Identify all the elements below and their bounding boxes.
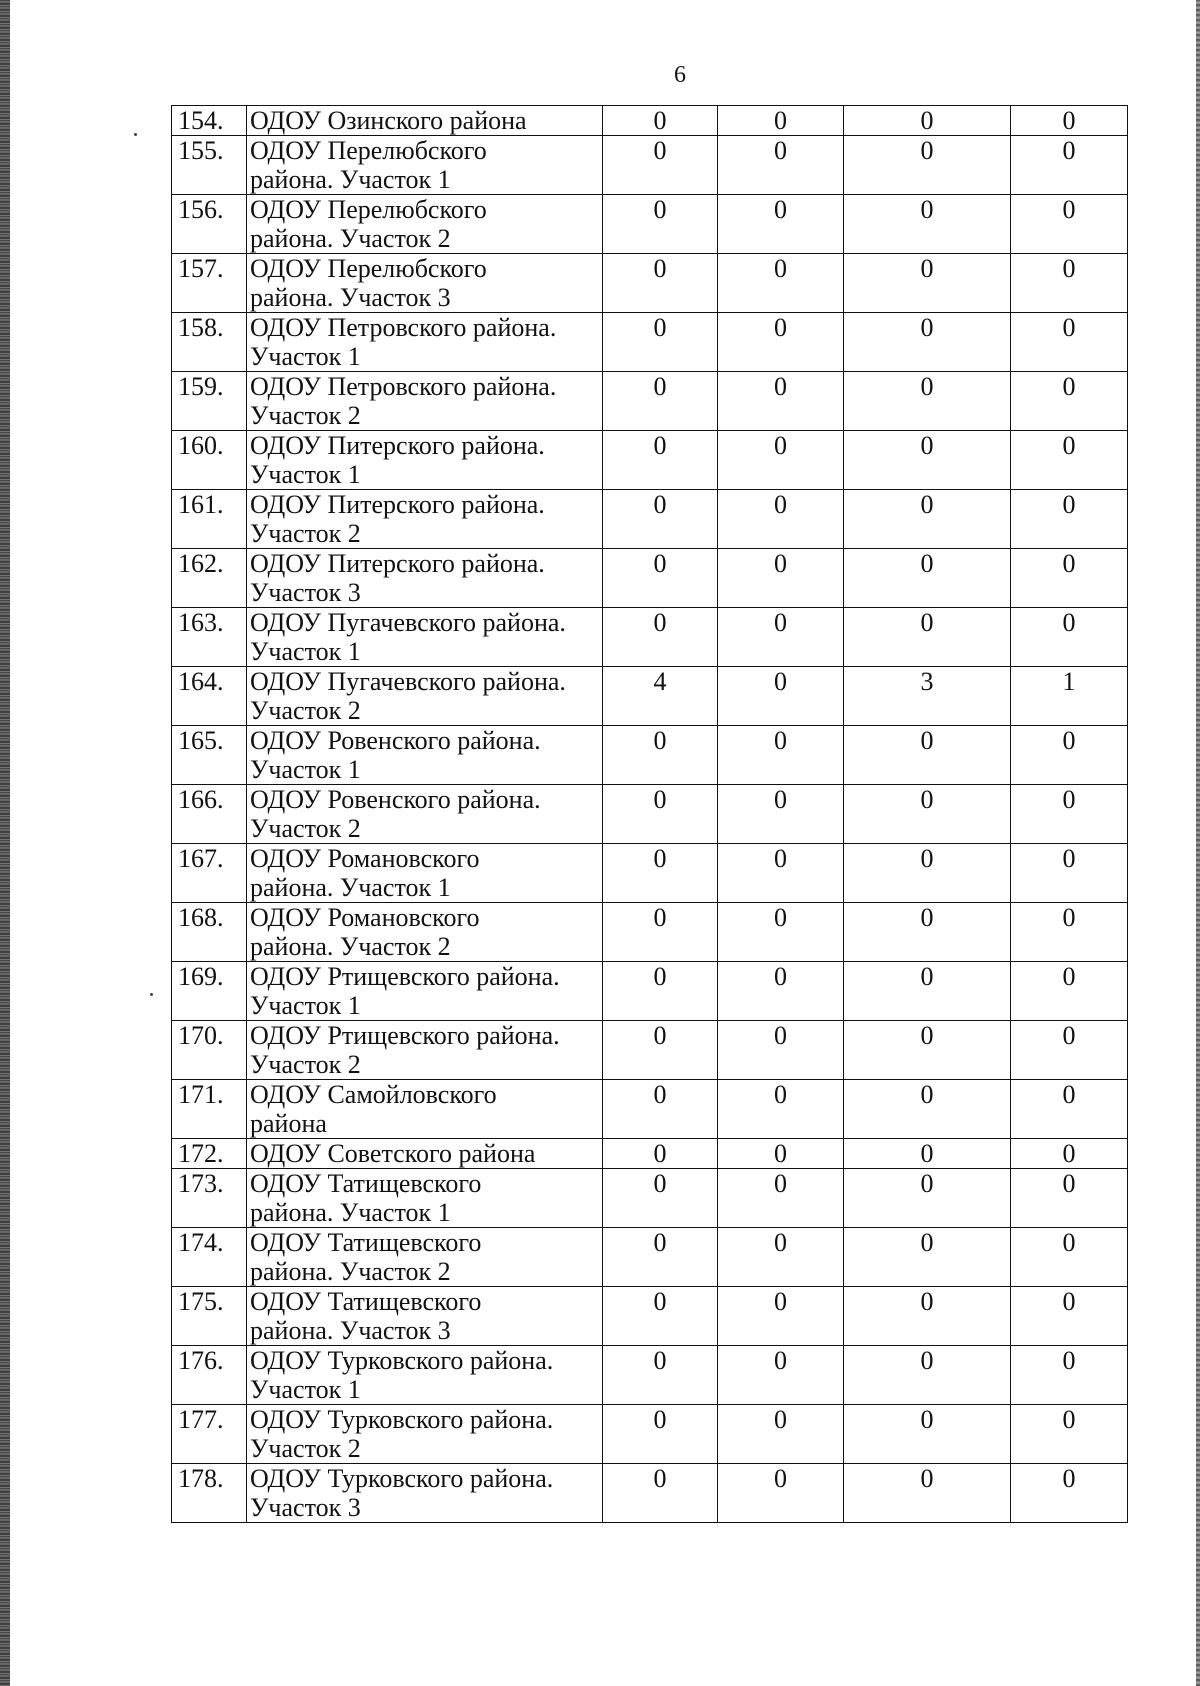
table-row [172, 1228, 1128, 1287]
table-body [172, 106, 1128, 1523]
row-number: 169. [172, 962, 247, 1021]
row-name-line: Участок 1 [250, 1375, 361, 1404]
row-name-line: ОДОУ Татищевского [250, 1228, 482, 1257]
value-cell-4: 0 [1011, 1228, 1128, 1287]
value-cell-4: 0 [1011, 1021, 1128, 1080]
value-cell-3: 0 [844, 726, 1011, 785]
value-cell-1: 0 [603, 431, 718, 490]
value-cell-4: 0 [1011, 372, 1128, 431]
scan-speck [134, 133, 137, 136]
value-cell-4: 0 [1011, 1139, 1128, 1169]
row-number: 158. [172, 313, 247, 372]
value-cell-1: 0 [603, 726, 718, 785]
row-name-line: ОДОУ Турковского района. [250, 1464, 554, 1493]
row-number: 156. [172, 195, 247, 254]
value-cell-1: 0 [603, 1464, 718, 1523]
row-name [247, 1464, 603, 1523]
row-name [247, 431, 603, 490]
table-row [172, 1080, 1128, 1139]
row-number: 178. [172, 1464, 247, 1523]
value-cell-1: 0 [603, 1228, 718, 1287]
value-cell-3: 0 [844, 1169, 1011, 1228]
value-cell-4: 0 [1011, 1080, 1128, 1139]
value-cell-2: 0 [718, 254, 844, 313]
table-row [172, 1169, 1128, 1228]
row-name [247, 1228, 603, 1287]
row-name [247, 1169, 603, 1228]
value-cell-4: 0 [1011, 844, 1128, 903]
table-row [172, 313, 1128, 372]
row-number: 154. [172, 106, 247, 136]
value-cell-2: 0 [718, 962, 844, 1021]
value-cell-1: 0 [603, 1139, 718, 1169]
value-cell-2: 0 [718, 106, 844, 136]
value-cell-3: 0 [844, 490, 1011, 549]
scan-speck [150, 993, 153, 996]
value-cell-4: 0 [1011, 313, 1128, 372]
row-name-line: ОДОУ Пугачевского района. [250, 667, 566, 696]
value-cell-2: 0 [718, 490, 844, 549]
value-cell-4: 0 [1011, 195, 1128, 254]
row-number: 155. [172, 136, 247, 195]
value-cell-3: 0 [844, 1287, 1011, 1346]
row-name-line: Участок 1 [250, 342, 361, 371]
row-number: 163. [172, 608, 247, 667]
value-cell-4: 0 [1011, 1346, 1128, 1405]
row-name [247, 195, 603, 254]
value-cell-3: 0 [844, 254, 1011, 313]
value-cell-1: 0 [603, 195, 718, 254]
row-name-line: ОДОУ Озинского района [250, 106, 527, 135]
row-name [247, 106, 603, 136]
value-cell-2: 0 [718, 667, 844, 726]
value-cell-4: 0 [1011, 608, 1128, 667]
value-cell-2: 0 [718, 195, 844, 254]
row-name-line: Участок 1 [250, 637, 361, 666]
row-name-line: района. Участок 3 [250, 1316, 451, 1345]
row-name-line: Участок 2 [250, 1050, 361, 1079]
row-name-line: ОДОУ Ровенского района. [250, 785, 541, 814]
row-name-line: Участок 1 [250, 460, 361, 489]
row-name-line: ОДОУ Питерского района. [250, 549, 545, 578]
value-cell-1: 0 [603, 549, 718, 608]
value-cell-1: 0 [603, 1080, 718, 1139]
table-row [172, 490, 1128, 549]
table-row [172, 962, 1128, 1021]
row-name-line: района. Участок 2 [250, 932, 451, 961]
value-cell-2: 0 [718, 549, 844, 608]
row-name [247, 1080, 603, 1139]
value-cell-1: 0 [603, 1021, 718, 1080]
row-number: 161. [172, 490, 247, 549]
value-cell-2: 0 [718, 313, 844, 372]
row-number: 164. [172, 667, 247, 726]
value-cell-3: 0 [844, 431, 1011, 490]
value-cell-1: 0 [603, 844, 718, 903]
row-name-line: ОДОУ Питерского района. [250, 431, 545, 460]
row-name [247, 785, 603, 844]
row-number: 176. [172, 1346, 247, 1405]
value-cell-1: 0 [603, 962, 718, 1021]
row-name-line: ОДОУ Татищевского [250, 1169, 482, 1198]
row-name-line: ОДОУ Пугачевского района. [250, 608, 566, 637]
row-number: 174. [172, 1228, 247, 1287]
row-name-line: района [250, 1109, 327, 1138]
row-name [247, 1405, 603, 1464]
value-cell-3: 0 [844, 785, 1011, 844]
row-name-line: района. Участок 2 [250, 1257, 451, 1286]
value-cell-1: 0 [603, 106, 718, 136]
row-name [247, 1139, 603, 1169]
value-cell-3: 0 [844, 1080, 1011, 1139]
value-cell-2: 0 [718, 1139, 844, 1169]
row-name-line: Участок 2 [250, 519, 361, 548]
table-row [172, 1346, 1128, 1405]
row-name-line: ОДОУ Турковского района. [250, 1405, 554, 1434]
table-row [172, 372, 1128, 431]
value-cell-1: 0 [603, 1405, 718, 1464]
row-name [247, 667, 603, 726]
value-cell-1: 0 [603, 372, 718, 431]
value-cell-4: 0 [1011, 431, 1128, 490]
row-name-line: ОДОУ Ртищевского района. [250, 1021, 560, 1050]
row-name-line: района. Участок 3 [250, 283, 451, 312]
value-cell-2: 0 [718, 372, 844, 431]
row-name-line: ОДОУ Перелюбского [250, 195, 487, 224]
row-name [247, 136, 603, 195]
value-cell-4: 1 [1011, 667, 1128, 726]
value-cell-3: 0 [844, 1228, 1011, 1287]
row-name [247, 372, 603, 431]
value-cell-2: 0 [718, 844, 844, 903]
row-number: 160. [172, 431, 247, 490]
row-name [247, 254, 603, 313]
row-name-line: района. Участок 1 [250, 1198, 451, 1227]
value-cell-1: 0 [603, 1169, 718, 1228]
value-cell-2: 0 [718, 1228, 844, 1287]
value-cell-2: 0 [718, 608, 844, 667]
row-name [247, 490, 603, 549]
value-cell-1: 0 [603, 785, 718, 844]
row-number: 168. [172, 903, 247, 962]
value-cell-4: 0 [1011, 1405, 1128, 1464]
row-number: 175. [172, 1287, 247, 1346]
row-number: 173. [172, 1169, 247, 1228]
value-cell-2: 0 [718, 431, 844, 490]
value-cell-4: 0 [1011, 962, 1128, 1021]
row-name-line: ОДОУ Самойловского [250, 1080, 497, 1109]
value-cell-2: 0 [718, 1346, 844, 1405]
row-name [247, 313, 603, 372]
value-cell-3: 0 [844, 106, 1011, 136]
value-cell-2: 0 [718, 1405, 844, 1464]
row-name [247, 903, 603, 962]
value-cell-4: 0 [1011, 785, 1128, 844]
value-cell-4: 0 [1011, 136, 1128, 195]
value-cell-3: 0 [844, 372, 1011, 431]
row-name [247, 962, 603, 1021]
value-cell-3: 0 [844, 1139, 1011, 1169]
row-number: 157. [172, 254, 247, 313]
row-number: 166. [172, 785, 247, 844]
row-name-line: Участок 3 [250, 1493, 361, 1522]
value-cell-4: 0 [1011, 106, 1128, 136]
row-number: 170. [172, 1021, 247, 1080]
row-name-line: Участок 2 [250, 814, 361, 843]
row-name-line: ОДОУ Петровского района. [250, 372, 557, 401]
value-cell-3: 0 [844, 903, 1011, 962]
table-row [172, 608, 1128, 667]
row-number: 159. [172, 372, 247, 431]
value-cell-1: 0 [603, 313, 718, 372]
value-cell-3: 0 [844, 313, 1011, 372]
value-cell-4: 0 [1011, 1464, 1128, 1523]
value-cell-1: 0 [603, 1346, 718, 1405]
row-name [247, 1287, 603, 1346]
row-number: 162. [172, 549, 247, 608]
value-cell-1: 0 [603, 1287, 718, 1346]
value-cell-2: 0 [718, 726, 844, 785]
value-cell-3: 0 [844, 195, 1011, 254]
value-cell-2: 0 [718, 1169, 844, 1228]
value-cell-2: 0 [718, 903, 844, 962]
value-cell-1: 0 [603, 903, 718, 962]
value-cell-4: 0 [1011, 254, 1128, 313]
row-name-line: ОДОУ Советского района [250, 1139, 536, 1168]
value-cell-2: 0 [718, 785, 844, 844]
row-number: 177. [172, 1405, 247, 1464]
value-cell-1: 0 [603, 136, 718, 195]
row-name-line: ОДОУ Ртищевского района. [250, 962, 560, 991]
table-row [172, 844, 1128, 903]
row-name [247, 1021, 603, 1080]
row-name-line: ОДОУ Перелюбского [250, 254, 487, 283]
value-cell-1: 4 [603, 667, 718, 726]
row-name-line: ОДОУ Романовского [250, 844, 480, 873]
row-name-line: района. Участок 2 [250, 224, 451, 253]
value-cell-3: 0 [844, 1346, 1011, 1405]
row-number: 165. [172, 726, 247, 785]
value-cell-4: 0 [1011, 726, 1128, 785]
row-name-line: Участок 3 [250, 578, 361, 607]
value-cell-2: 0 [718, 1464, 844, 1523]
row-name-line: Участок 2 [250, 696, 361, 725]
row-name-line: Участок 2 [250, 1434, 361, 1463]
row-number: 167. [172, 844, 247, 903]
table-row [172, 785, 1128, 844]
value-cell-3: 0 [844, 844, 1011, 903]
row-name-line: ОДОУ Петровского района. [250, 313, 557, 342]
value-cell-2: 0 [718, 1021, 844, 1080]
results-table [171, 105, 1128, 1523]
table-row [172, 1139, 1128, 1169]
row-name-line: ОДОУ Питерского района. [250, 490, 545, 519]
value-cell-4: 0 [1011, 1287, 1128, 1346]
row-name-line: Участок 1 [250, 991, 361, 1020]
value-cell-1: 0 [603, 254, 718, 313]
row-name [247, 608, 603, 667]
row-number: 171. [172, 1080, 247, 1139]
value-cell-1: 0 [603, 490, 718, 549]
value-cell-3: 0 [844, 1405, 1011, 1464]
table-row [172, 1464, 1128, 1523]
value-cell-4: 0 [1011, 490, 1128, 549]
table-row [172, 106, 1128, 136]
row-name-line: Участок 2 [250, 401, 361, 430]
value-cell-3: 3 [844, 667, 1011, 726]
row-number: 172. [172, 1139, 247, 1169]
value-cell-3: 0 [844, 1464, 1011, 1523]
table-row [172, 726, 1128, 785]
row-name-line: ОДОУ Перелюбского [250, 136, 487, 165]
row-name-line: ОДОУ Турковского района. [250, 1346, 554, 1375]
value-cell-2: 0 [718, 1080, 844, 1139]
row-name [247, 549, 603, 608]
value-cell-3: 0 [844, 608, 1011, 667]
table-row [172, 254, 1128, 313]
value-cell-4: 0 [1011, 549, 1128, 608]
table-row [172, 549, 1128, 608]
scan-edge-left [0, 0, 10, 1686]
row-name [247, 1346, 603, 1405]
row-name-line: ОДОУ Романовского [250, 903, 480, 932]
row-name-line: района. Участок 1 [250, 165, 451, 194]
table-row [172, 1405, 1128, 1464]
value-cell-4: 0 [1011, 1169, 1128, 1228]
value-cell-3: 0 [844, 1021, 1011, 1080]
row-name-line: Участок 1 [250, 755, 361, 784]
row-name-line: ОДОУ Ровенского района. [250, 726, 541, 755]
row-name [247, 726, 603, 785]
value-cell-3: 0 [844, 962, 1011, 1021]
value-cell-4: 0 [1011, 903, 1128, 962]
scan-edge-right [1196, 0, 1200, 1686]
value-cell-3: 0 [844, 136, 1011, 195]
value-cell-2: 0 [718, 136, 844, 195]
value-cell-1: 0 [603, 608, 718, 667]
row-name-line: района. Участок 1 [250, 873, 451, 902]
table-row [172, 1021, 1128, 1080]
table-row [172, 1287, 1128, 1346]
table-row [172, 195, 1128, 254]
table-row [172, 667, 1128, 726]
table-row [172, 903, 1128, 962]
table-row [172, 431, 1128, 490]
value-cell-2: 0 [718, 1287, 844, 1346]
row-name-line: ОДОУ Татищевского [250, 1287, 482, 1316]
table-row [172, 136, 1128, 195]
value-cell-3: 0 [844, 549, 1011, 608]
row-name [247, 844, 603, 903]
page-number: 6 [674, 62, 686, 88]
